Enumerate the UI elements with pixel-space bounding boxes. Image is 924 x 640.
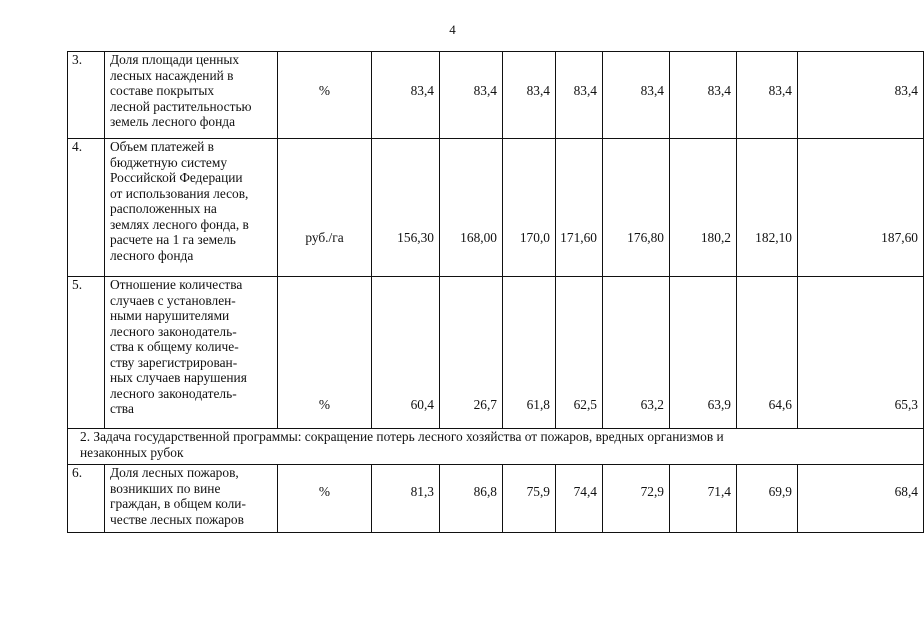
row-number: 6. [68, 465, 105, 533]
indicator-name-line: землях лесного фонда, в [110, 216, 249, 232]
value-cell: 69,9 [737, 465, 798, 533]
value-cell: 64,6 [737, 277, 798, 429]
value-cell: 83,4 [503, 52, 556, 139]
row-number: 3. [68, 52, 105, 139]
value-cell: 182,10 [737, 139, 798, 277]
value-cell: 63,2 [603, 277, 670, 429]
indicator-name-line: ными нарушителями [110, 308, 230, 323]
value-cell: 83,4 [603, 52, 670, 139]
value-cell: 83,4 [798, 52, 924, 139]
value-cell: 170,0 [503, 139, 556, 277]
table-row [68, 139, 924, 277]
indicator-name-line: расчете на 1 га земель [110, 232, 236, 247]
page-number: 4 [449, 22, 456, 37]
row-number: 5. [68, 277, 105, 429]
indicator-name-line: Российской Федерации [110, 170, 243, 185]
value-cell: 81,3 [372, 465, 440, 533]
value-cell: 156,30 [372, 139, 440, 277]
value-cell: 83,4 [440, 52, 503, 139]
indicator-name-line: граждан, в общем коли- [110, 496, 246, 511]
value-cell: 168,00 [440, 139, 503, 277]
value-cell: 83,4 [556, 52, 603, 139]
table-row [68, 52, 924, 139]
section-heading [68, 429, 924, 465]
value-cell: 65,3 [798, 277, 924, 429]
value-cell: 61,8 [503, 277, 556, 429]
indicator-name [105, 465, 278, 533]
indicator-name-line: Объем платежей в [110, 139, 214, 154]
value-cell: 187,60 [798, 139, 924, 277]
value-cell: 72,9 [603, 465, 670, 533]
section-row [68, 429, 924, 465]
value-cell: 60,4 [372, 277, 440, 429]
row-number: 4. [68, 139, 105, 277]
section-heading-line: 2. Задача государственной программы: сокращение потерь лесного хозяйства от пожаров, вредных организмов и [80, 429, 724, 444]
value-cell: 83,4 [372, 52, 440, 139]
value-cell: 86,8 [440, 465, 503, 533]
indicator-name-line: Доля лесных пожаров, [110, 465, 239, 480]
unit-cell: % [278, 277, 372, 429]
indicator-name-line: случаев с установлен- [110, 292, 236, 308]
indicator-name-line: лесных насаждений в [110, 67, 234, 83]
value-cell: 83,4 [737, 52, 798, 139]
indicator-name-line: лесной растительностью [110, 98, 252, 114]
indicator-name-line: честве лесных пожаров [110, 511, 244, 527]
indicator-name-line: бюджетную систему [110, 154, 228, 170]
indicator-name-line: возникших по вине [110, 480, 221, 496]
unit-cell: % [278, 52, 372, 139]
indicator-name-line: ства к общему количе- [110, 339, 239, 354]
indicator-name-line: ству зарегистрирован- [110, 354, 238, 370]
indicator-name-line: лесного законодатель- [110, 323, 237, 339]
indicator-name-line: лесного фонда [110, 247, 194, 263]
indicator-name-line: Доля площади ценных [110, 52, 240, 67]
section-heading-line: незаконных рубок [80, 445, 184, 460]
value-cell: 171,60 [556, 139, 603, 277]
indicator-name-line: лесного законодатель- [110, 385, 237, 401]
value-cell: 75,9 [503, 465, 556, 533]
indicator-name-line: расположенных на [110, 201, 217, 216]
value-cell: 74,4 [556, 465, 603, 533]
table-row [68, 465, 924, 533]
indicators-table [67, 51, 924, 533]
indicator-name-line: составе покрытых [110, 83, 215, 98]
value-cell: 176,80 [603, 139, 670, 277]
indicator-name [105, 277, 278, 429]
indicator-name-line: ных случаев нарушения [110, 370, 247, 385]
table-row [68, 277, 924, 429]
indicator-name-line: ства [110, 401, 134, 416]
indicator-name-line: от использования лесов, [110, 185, 249, 201]
value-cell: 26,7 [440, 277, 503, 429]
value-cell: 180,2 [670, 139, 737, 277]
indicator-name-line: Отношение количества [110, 277, 243, 292]
indicator-name [105, 139, 278, 277]
value-cell: 63,9 [670, 277, 737, 429]
indicator-name-line: земель лесного фонда [110, 114, 236, 129]
indicator-name [105, 52, 278, 139]
value-cell: 83,4 [670, 52, 737, 139]
value-cell: 62,5 [556, 277, 603, 429]
unit-cell: руб./га [278, 139, 372, 277]
unit-cell: % [278, 465, 372, 533]
value-cell: 68,4 [798, 465, 924, 533]
value-cell: 71,4 [670, 465, 737, 533]
